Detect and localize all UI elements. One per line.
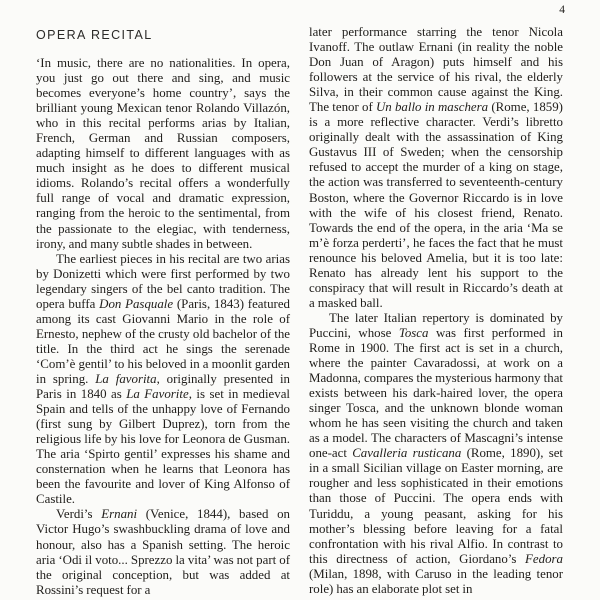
body-text: , originally presented in Paris in 1840 as xyxy=(36,371,290,402)
italic-title-text: La favorita xyxy=(95,371,157,386)
body-text: was first performed in Rome in 1900. The first act is set in a church, where the painter Cavaradossi, at work on a Madonna, compares the mysterious harmony that exists between his dark-haired lover, the opera singer Tosca, and the unknown blonde woman whom he has seen visiting the church and taken as a model. The characters of Mascagni’s intense one-act xyxy=(309,325,563,461)
paragraph xyxy=(36,56,290,252)
body-text: The earliest pieces in his recital are two arias by Donizetti which were first performed by two legendary singers of the bel canto tradition. The opera buffa xyxy=(36,251,290,311)
left-column xyxy=(36,56,290,598)
body-text: ‘In music, there are no nationalities. In opera, you just go out there and sing, and music becomes everyone’s home country’, says the brilliant young Mexican tenor Rolando Villazón, who in this recital performs arias by Italian, French, German and Russian composers, adapting himself to different languages with as much insight as he does to different musical idioms. Rolando’s recital offers a wonderfully full range of vocal and dramatic expression, ranging from the heroic to the sentimental, from the passionate to the elegiac, with tenderness, irony, and many subtle shades in between. xyxy=(36,56,290,251)
italic-title-text: La Favorite xyxy=(126,387,189,402)
paragraph xyxy=(36,252,290,508)
body-text: (Rome, 1890), set in a small Sicilian village on Easter morning, are rougher and less sophisticated in their emotions than those of Puccini. The opera ends with Turiddu, a young peasant, asking for his mother’s blessing before leaving for a fatal confrontation with his rival Alfio. In contrast to this directness of action, Giordano’s xyxy=(309,446,564,566)
italic-title-text: Don Pasquale xyxy=(99,296,174,311)
italic-title-text: Ernani xyxy=(101,507,138,522)
body-text: , is set in medieval Spain and tells of the unhappy love of Fernando (first sung by Gilbert Duprez), torn from the religious life by his love for Leonora de Gusman. The aria ‘Spirto gentil’ expresses his shame and consternation when he learns that Leonora has been the favourite and lover of King Alfonso of Castile. xyxy=(36,387,290,507)
right-column xyxy=(309,25,563,597)
body-text: (Milan, 1898, with Caruso in the leading tenor role) has an elaborate plot set in xyxy=(309,566,563,596)
body-text: (Paris, 1843) featured among its cast Giovanni Mario in the role of Ernesto, nephew of the crusty old bachelor of the title. In the third act he sings the serenade ‘Com’è gentil’ to his beloved in a moonlit garden in spring. xyxy=(36,296,290,386)
paragraph xyxy=(309,25,563,311)
paragraph xyxy=(309,311,563,597)
body-text: later performance starring the tenor Nicola Ivanoff. The outlaw Ernani (in reality the noble Don Juan of Aragon) puts himself and his followers at the service of his rival, the elderly Silva, in their common cause against the King. The tenor of xyxy=(309,25,563,115)
body-text: (Venice, 1844), based on Victor Hugo’s swashbuckling drama of love and honour, also has a Spanish setting. The heroic aria ‘Odi il voto... Sprezzo la vita’ was not part of the original conception, but was added at Rossini’s request for a xyxy=(36,507,290,597)
italic-title-text: Tosca xyxy=(398,325,429,340)
italic-title-text: Fedora xyxy=(525,551,563,566)
italic-title-text: Un ballo in maschera xyxy=(375,100,489,115)
body-text: The later Italian repertory is dominated by Puccini, whose xyxy=(309,310,563,340)
page-number: 4 xyxy=(559,4,565,16)
section-heading: OPERA RECITAL xyxy=(36,28,153,42)
body-text: (Rome, 1859) is a more reflective character. Verdi’s libretto originally dealt with the assassination of King Gustavus III of Sweden; when the censorship refused to accept the murder of a king on stage, the action was transferred to seventeenth-century Boston, where the Governor Riccardo is in love with the wife of his closest friend, Renato. Towards the end of the opera, in the aria ‘Ma se m’è forza perderti’, he faces the fact that he must renounce his beloved Amelia, but it is too late: Renato has already lent his support to the conspiracy that will result in Riccardo’s death at a masked ball. xyxy=(309,100,563,310)
paragraph xyxy=(36,507,290,597)
body-text: Verdi’s xyxy=(56,507,102,522)
italic-title-text: Cavalleria rusticana xyxy=(352,446,462,461)
